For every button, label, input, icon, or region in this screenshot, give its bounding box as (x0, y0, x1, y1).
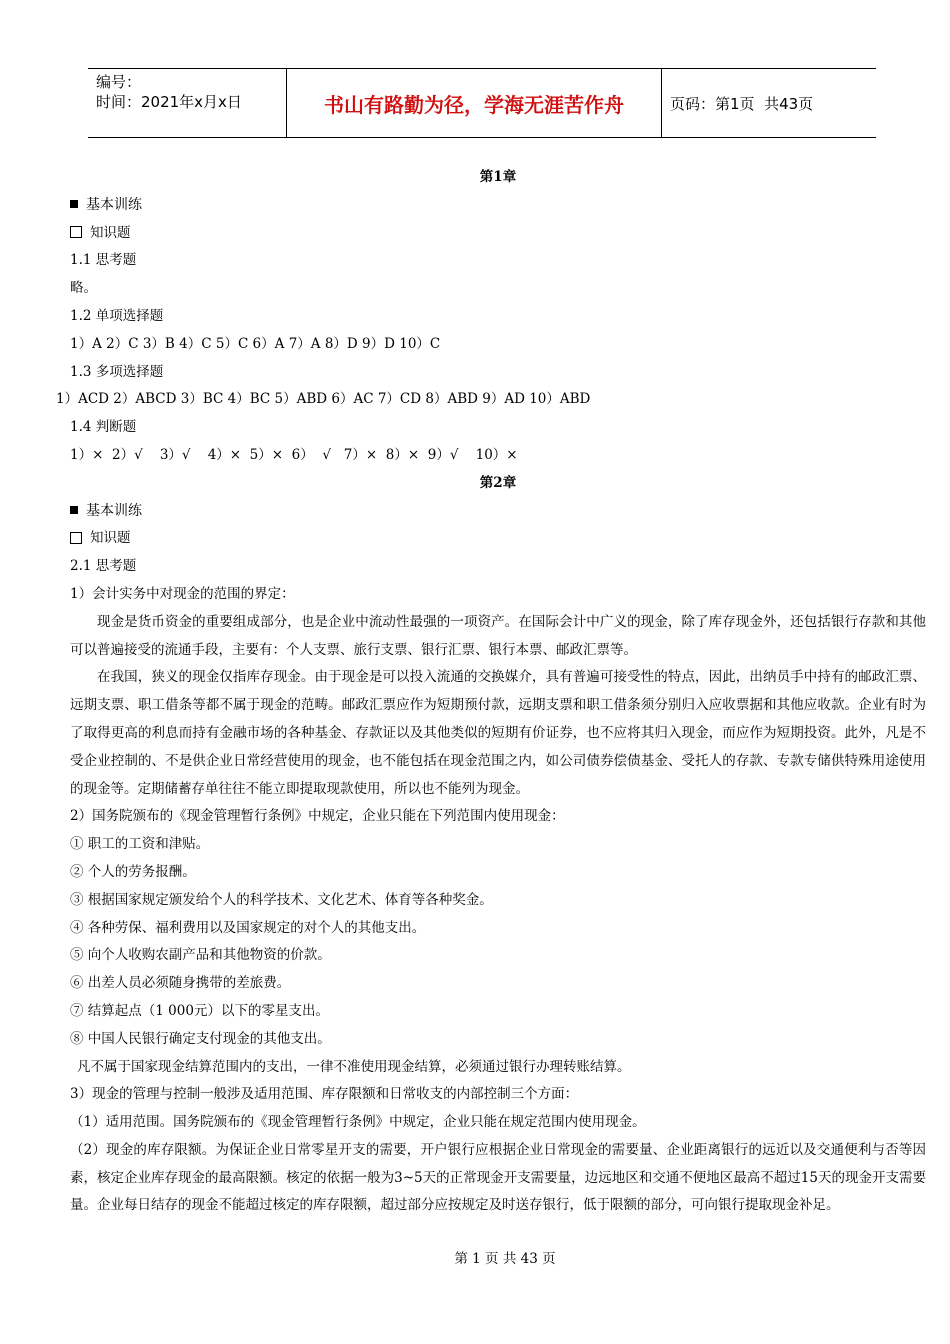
paragraph: （2）现金的库存限额。为保证企业日常零星开支的需要，开户银行应根据企业日常现金的需要量、企业距离银行的远近以及交通便利与否等因素，核定企业库存现金的最高限额。核定的依据一般为3~5天的正常现金开支需要量，边远地区和交通不便地区最高不超过15天的现金开支需要量。企业每日结存的现金不能超过核定的库存限额，超过部分应按规定及时送存银行，低于限额的部分，可向银行提取现金补足。 (70, 1141, 926, 1214)
answer-text: 略。 (70, 280, 97, 297)
answer-text: 1）A 2）C 3）B 4）C 5）C 6）A 7）A 8）D 9）D 10）C (70, 335, 441, 352)
header-motto: 书山有路勤为径，学海无涯苦作舟 (286, 69, 662, 137)
answer-text: 1）× 2）√ 3）√ 4）× 5）× 6） √ 7）× 8）× 9）√ 10）× (70, 446, 518, 463)
list-item: ⑧ 中国人民银行确定支付现金的其他支出。 (70, 1030, 331, 1047)
question-title: 1.2 单项选择题 (70, 307, 164, 324)
question-title: 1.4 判断题 (70, 419, 137, 436)
subsection-heading: 知识题 (70, 220, 926, 248)
doc-number-label: 编号： (96, 73, 142, 91)
list-item: ⑦ 结算起点（1 000元）以下的零星支出。 (70, 1002, 329, 1019)
section-heading: 基本训练 (70, 192, 926, 220)
paragraph: （1）适用范围。国务院颁布的《现金管理暂行条例》中规定，企业只能在规定范围内使用现金。 (70, 1114, 646, 1131)
question-title: 2.1 思考题 (70, 558, 137, 575)
paragraph-heading: 3）现金的管理与控制一般涉及适用范围、库存限额和日常收支的内部控制三个方面： (70, 1086, 579, 1103)
list-item: ⑤ 向个人收购农副产品和其他物资的价款。 (70, 947, 331, 964)
subsection-heading: 知识题 (70, 525, 926, 553)
question-title: 1.3 多项选择题 (70, 363, 164, 380)
header-left-cell (88, 69, 286, 137)
list-item: ③ 根据国家规定颁发给个人的科学技术、文化艺术、体育等各种奖金。 (70, 891, 493, 908)
list-item: ① 职工的工资和津贴。 (70, 836, 210, 853)
paragraph-heading: 1）会计实务中对现金的范围的界定： (70, 585, 295, 602)
chapter-title: 第2章 (479, 474, 517, 491)
page-header (88, 68, 876, 138)
question-title: 1.1 思考题 (70, 252, 137, 269)
chapter-title: 第1章 (479, 169, 517, 185)
header-page-label: 页码：第1页 共43页 (670, 94, 814, 113)
paragraph: 凡不属于国家现金结算范围内的支出，一律不准使用现金结算，必须通过银行办理转账结算。 (77, 1058, 631, 1075)
list-item: ② 个人的劳务报酬。 (70, 863, 196, 880)
square-bullet-icon (70, 506, 78, 514)
square-bullet-icon (70, 200, 78, 208)
answer-text: 1）ACD 2）ABCD 3）BC 4）BC 5）ABD 6）AC 7）CD 8）ABD 9）AD 10）ABD (56, 391, 591, 408)
paragraph: 现金是货币资金的重要组成部分，也是企业中流动性最强的一项资产。在国际会计中广义的现金，除了库存现金外，还包括银行存款和其他可以普遍接受的流通手段，主要有：个人支票、旅行支票、银行汇票、银行本票、邮政汇票等。 (70, 613, 926, 658)
list-item: ④ 各种劳保、福利费用以及国家规定的对个人的其他支出。 (70, 919, 426, 936)
section-heading: 基本训练 (70, 498, 926, 526)
list-item: ⑥ 出差人员必须随身携带的差旅费。 (70, 975, 291, 992)
paragraph-heading: 2）国务院颁布的《现金管理暂行条例》中规定，企业只能在下列范围内使用现金： (70, 808, 565, 825)
doc-time-label: 时间：2021年x月x日 (96, 93, 242, 111)
checkbox-icon (70, 532, 82, 544)
header-page-info (660, 69, 876, 137)
page-footer: 第 1 页 共 43 页 (454, 1251, 556, 1267)
checkbox-icon (70, 226, 82, 238)
paragraph: 在我国，狭义的现金仅指库存现金。由于现金是可以投入流通的交换媒介，具有普遍可接受性的特点，因此，出纳员手中持有的邮政汇票、远期支票、职工借条等都不属于现金的范畴。邮政汇票应作为短期预付款，远期支票和职工借条须分别归入应收票据和其他应收款。企业有时为了取得更高的利息而持有金融市场的各种基金、存款证以及其他类似的短期有价证券，也不应将其归入现金，而应作为短期投资。此外，凡是不受企业控制的、不是供企业日常经营使用的现金，也不能包括在现金范围之内，如公司债券偿债基金、受托人的存款、专款专储供特殊用途使用的现金等。定期储蓄存单往往不能立即提取现款使用，所以也不能列为现金。 (70, 669, 926, 797)
document-body (56, 164, 926, 1220)
